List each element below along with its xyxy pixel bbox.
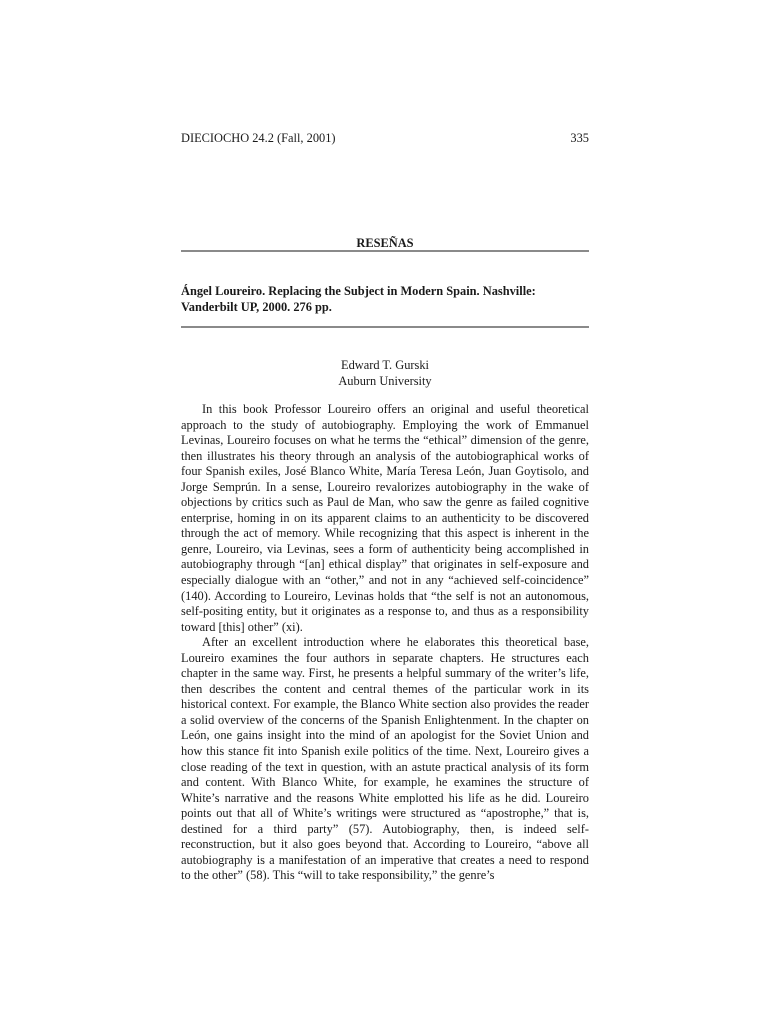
citation-line-2: Vanderbilt UP, 2000. 276 pp. bbox=[181, 300, 332, 314]
paragraph-2: After an excellent introduction where he elaborates this theoretical base, Loureiro examines the four authors in separate chapters. He structures each chapter in the same way. First, he presents a helpful summary of the writer’s life, then describes the content and central themes of the particular work in its historical context. For example, the Blanco White section also provides the reader a solid overview of the concerns of the Spanish Enlightenment. In the chapter on León, one gains insight into the mind of an apologist for the Soviet Union and how this stance fit into Spanish exile politics of the time. Next, Loureiro gives a close reading of the text in question, with an astute practical analysis of its form and content. With Blanco White, for example, he examines the structure of White’s narrative and the reasons White emplotted his life as he did. Loureiro points out that all of White’s writings were structured as “apostrophe,” that is, destined for a third party” (57). Autobiography, then, is indeed self-reconstruction, but it also goes beyond that. According to Loureiro, “above all autobiography is a manifestation of an imperative that creates a need to respond to the other” (58). This “will to take responsibility,” the genre’s bbox=[181, 635, 589, 883]
journal-page bbox=[181, 0, 589, 1024]
book-citation bbox=[181, 283, 589, 315]
reviewer-name: Edward T. Gurski bbox=[341, 358, 429, 372]
reviewer-block bbox=[181, 357, 589, 389]
top-divider bbox=[181, 250, 589, 252]
bottom-divider bbox=[181, 326, 589, 328]
citation-line-1: Ángel Loureiro. Replacing the Subject in Modern Spain. Nashville: bbox=[181, 284, 536, 298]
journal-issue: DIECIOCHO 24.2 (Fall, 2001) bbox=[181, 131, 336, 145]
page-number: 335 bbox=[570, 131, 589, 145]
reviewer-affiliation: Auburn University bbox=[338, 374, 432, 388]
paragraph-1: In this book Professor Loureiro offers an original and useful theoretical approach to the study of autobiography. Employing the work of Emmanuel Levinas, Loureiro focuses on what he terms the “ethical” dimension of the genre, then illustrates his theory through an analysis of the autobiographical works of four Spanish exiles, José Blanco White, María Teresa León, Juan Goytisolo, and Jorge Semprún. In a sense, Loureiro revalorizes autobiography in the wake of objections by critics such as Paul de Man, who saw the genre as failed cognitive enterprise, homing in on its apparent claims to an authenticity to be discovered through the act of memory. While recognizing that this aspect is inherent in the genre, Loureiro, via Levinas, sees a form of authenticity being accomplished in autobiography through “[an] ethical display” that originates in self-exposure and especially dialogue with an “other,” and not in any “achieved self-coincidence” (140). According to Loureiro, Levinas holds that “the self is not an autonomous, self-positing entity, but it originates as a response to, and thus as a responsibility toward [this] other” (xi). bbox=[181, 402, 589, 634]
review-body bbox=[181, 402, 589, 884]
section-title: RESEÑAS bbox=[356, 236, 414, 250]
running-head bbox=[181, 130, 589, 146]
